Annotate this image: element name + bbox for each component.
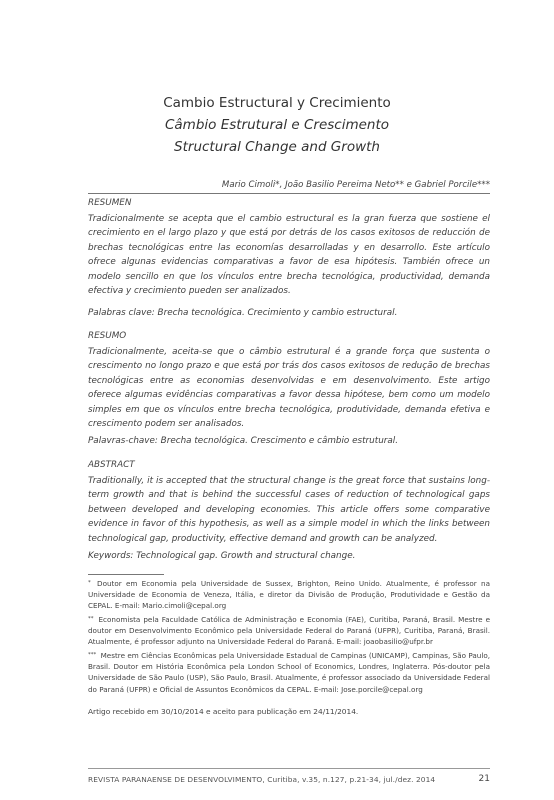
footer-divider xyxy=(88,768,490,769)
title-english: Structural Change and Growth xyxy=(174,139,380,155)
resumen-heading: RESUMEN xyxy=(88,198,132,208)
abstract-text: Traditionally, it is accepted that the structural change is the great force that sustains long-term growth and that is behind the successful cases of reduction of technological gaps between developed and developing economies. This article offers some comparative evidence in favor of this hypothesis, as well as a simple model in which the links between technological gap, productivity, effective demand and growth can be analyzed. xyxy=(88,476,490,544)
title-portuguese: Câmbio Estrutural e Crescimento xyxy=(164,117,390,133)
footnote-mark: *** xyxy=(88,652,97,658)
footnote-divider xyxy=(88,574,164,575)
footnote-mark: * xyxy=(88,580,91,586)
resumo-section xyxy=(88,331,490,431)
resumen-section xyxy=(88,198,490,298)
footnote-text: Mestre em Ciências Econômicas pela Universidade Estadual de Campinas (UNICAMP), Campinas, São Paulo, Brasil. Doutor em História Econômica pela London School of Economics, Londres, Inglaterra. Pós-doutor pela Universidade de São Paulo (USP), São Paulo, Brasil. Atualmente, é professor associado da Universidade Federal do Paraná (UFPR) e Oficial de Assuntos Econômicos da CEPAL. E-mail: Jose.porcile@cepal.org xyxy=(88,651,490,694)
footnote-mark: ** xyxy=(88,616,94,622)
article-titles xyxy=(0,92,554,158)
footnote-3 xyxy=(88,650,490,695)
resumen-text: Tradicionalmente se acepta que el cambio estructural es la gran fuerza que sostiene el crecimiento en el largo plazo y que está por detrás de los casos exitosos de reducción de brechas tecnológicas entre las economías desarrolladas y en desarrollo. Este artículo ofrece algunas evidencias comparativas a favor de esa hipótesis. También ofrece un modelo sencillo en que los vínculos entre brecha tecnológica, productividad, demanda efectiva y crecimiento pueden ser analizados. xyxy=(88,214,490,297)
abstract-section xyxy=(88,460,490,546)
page-number: 21 xyxy=(478,774,490,784)
journal-footer: REVISTA PARANAENSE DE DESENVOLVIMENTO, Curitiba, v.35, n.127, p.21-34, jul./dez. 2014 xyxy=(88,775,436,784)
resumo-heading: RESUMO xyxy=(88,331,127,341)
author-line: Mario Cimoli*, João Basilio Pereima Neto** e Gabriel Porcile*** xyxy=(221,180,490,190)
abstract-heading: ABSTRACT xyxy=(88,460,135,470)
resumen-keywords: Palabras clave: Brecha tecnológica. Crecimiento y cambio estructural. xyxy=(88,308,398,318)
footnote-2 xyxy=(88,614,490,648)
received-date: Artigo recebido em 30/10/2014 e aceito para publicação em 24/11/2014. xyxy=(88,707,359,716)
footnote-text: Economista pela Faculdade Católica de Administração e Economia (FAE), Curitiba, Paraná, Brasil. Mestre e doutor em Desenvolvimento Econômico pela Universidade Federal do Paraná (UFPR), Curitiba, Paraná, Brasil. Atualmente, é professor adjunto na Universidade Federal do Paraná. E-mail: joaobasilio@ufpr.br xyxy=(88,615,490,647)
footnote-1 xyxy=(88,578,490,612)
abstract-keywords: Keywords: Technological gap. Growth and structural change. xyxy=(88,551,356,561)
title-spanish: Cambio Estructural y Crecimiento xyxy=(163,95,391,111)
footnote-text: Doutor em Economia pela Universidade de Sussex, Brighton, Reino Unido. Atualmente, é professor na Universidade de Economia de Veneza, Itália, e diretor da Divisão de Produção, Produtividade e Gestão da CEPAL. E-mail: Mario.cimoli@cepal.org xyxy=(88,579,490,611)
resumo-text: Tradicionalmente, aceita-se que o câmbio estrutural é a grande força que sustenta o crescimento no longo prazo e que está por trás dos casos exitosos de redução de brechas tecnológicas entre as economias desenvolvidas e em desenvolvimento. Este artigo oferece algumas evidências comparativas a favor dessa hipótese, bem como um modelo simples em que os vínculos entre brecha tecnológica, produtividade, demanda efetiva e crescimento podem ser analisados. xyxy=(88,347,490,430)
resumo-keywords: Palavras-chave: Brecha tecnológica. Crescimento e câmbio estrutural. xyxy=(88,436,399,446)
author-divider xyxy=(88,193,490,194)
